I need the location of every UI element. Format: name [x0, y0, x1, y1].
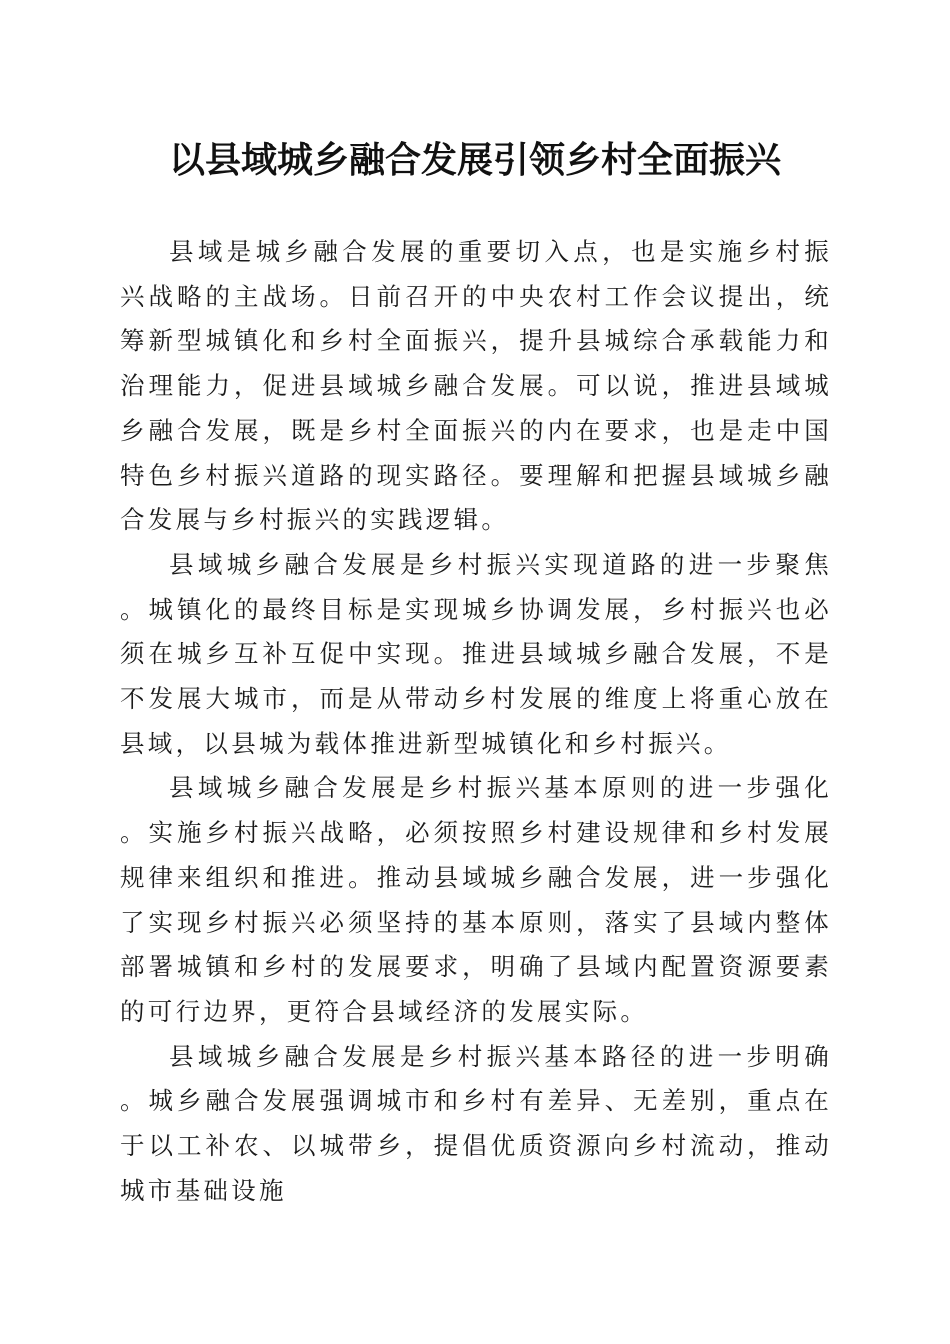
article-body: [120, 230, 832, 1213]
paragraph-4: 县域城乡融合发展是乡村振兴基本路径的进一步明确。城乡融合发展强调城市和乡村有差异、无差别，重点在于以工补农、以城带乡，提倡优质资源向乡村流动，推动城市基础设施: [120, 1041, 832, 1205]
article-title: 以县域城乡融合发展引领乡村全面振兴: [168, 139, 781, 181]
paragraph-1: 县域是城乡融合发展的重要切入点，也是实施乡村振兴战略的主战场。日前召开的中央农村工作会议提出，统筹新型城镇化和乡村全面振兴，提升县城综合承载能力和治理能力，促进县域城乡融合发展。可以说，推进县域城乡融合发展，既是乡村全面振兴的内在要求，也是走中国特色乡村振兴道路的现实路径。要理解和把握县域城乡融合发展与乡村振兴的实践逻辑。: [120, 237, 832, 535]
paragraph-2: 县域城乡融合发展是乡村振兴实现道路的进一步聚焦。城镇化的最终目标是实现城乡协调发展，乡村振兴也必须在城乡互补互促中实现。推进县域城乡融合发展，不是不发展大城市，而是从带动乡村发展的维度上将重心放在县域，以县城为载体推进新型城镇化和乡村振兴。: [120, 549, 832, 758]
paragraph-3: 县域城乡融合发展是乡村振兴基本原则的进一步强化。实施乡村振兴战略，必须按照乡村建设规律和乡村发展规律来组织和推进。推动县域城乡融合发展，进一步强化了实现乡村振兴必须坚持的基本原则，落实了县域内整体部署城镇和乡村的发展要求，明确了县域内配置资源要素的可行边界，更符合县域经济的发展实际。: [120, 773, 832, 1026]
